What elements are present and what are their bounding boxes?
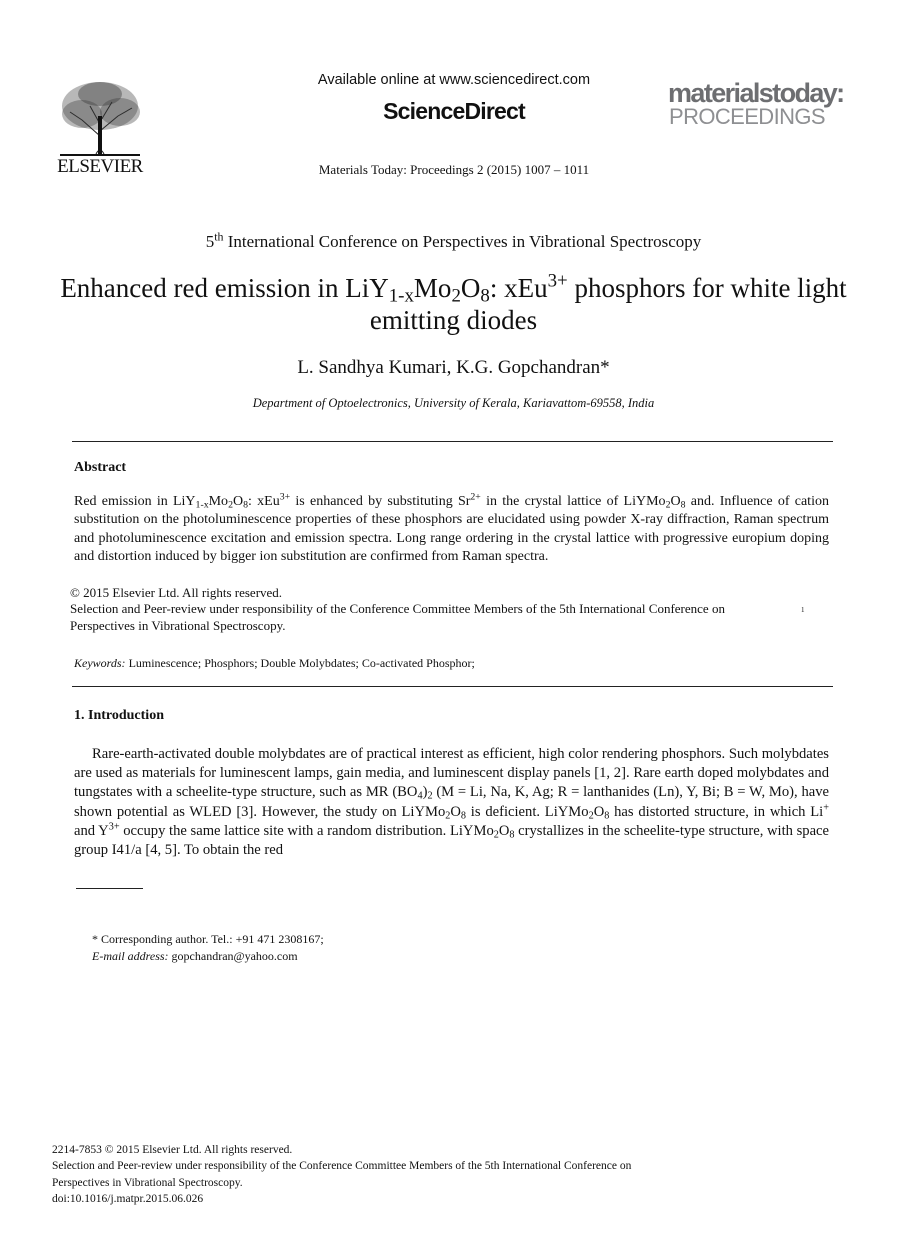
footnote-divider (76, 888, 143, 889)
author-list: L. Sandhya Kumari, K.G. Gopchandran* (297, 357, 610, 378)
keywords (74, 656, 475, 671)
affiliation: Department of Optoelectronics, University of Kerala, Kariavattom-69558, India (252, 396, 655, 410)
introduction-paragraph: Rare-earth-activated double molybdates are of practical interest as efficient, high color rendering phosphors. Such molybdates are used as materials for luminescent lamps, gain media, and luminescent display panels [1, 2]. Rare earth doped molybdates and tungstates with a scheelite-type structure, such as MR $(BO_4)_2$ (M = Li, Na, K, Ag; R = lanthanides (Ln), Y, Bi; B = W, Mo), have shown potential as WLED [3]. However, the study on $LiYMo_2O_8$ is deficient. $LiYMo_2O_8$ has distorted structure, in which Li+ and $Y^{3+}$ occupy the same lattice site with a random distribution. $LiYMo_2O_8$ crystallizes in the scheelite-type structure, with space group I41/a [4, 5]. To obtain the red (74, 746, 830, 859)
journal-logo-bottom: PROCEEDINGS (669, 104, 825, 129)
copyright-notice (70, 585, 786, 634)
available-online-link[interactable]: Available online at www.sciencedirect.com (317, 72, 591, 88)
page-footer (52, 1142, 631, 1207)
paper-title: Enhanced red emission in $LiY_{1-x}Mo_2O_8$: xEu$^{3+}$ phosphors for white light emitting diodes (60, 270, 847, 335)
footnote-marker: 1 (801, 606, 805, 614)
peer-review-statement: Selection and Peer-review under responsibility of the Conference Committee Members of the 5th International Conference on Perspectives in Vibrational Spectroscopy. (70, 601, 725, 633)
sciencedirect-brand[interactable]: ScienceDirect (383, 98, 525, 124)
email-address[interactable]: gopchandran@yahoo.com (168, 948, 298, 963)
section-divider (72, 686, 833, 687)
email-line (92, 948, 324, 965)
corresponding-author-footnote (92, 931, 324, 964)
issn-copyright: 2214-7853 © 2015 Elsevier Ltd. All rights reserved. (52, 1144, 293, 1156)
keywords-list: Luminescence; Phosphors; Double Molybdates; Co-activated Phosphor; (125, 656, 475, 670)
copyright-line: © 2015 Elsevier Ltd. All rights reserved. (70, 585, 283, 600)
conference-name: 5th International Conference on Perspectives in Vibrational Spectroscopy (205, 229, 702, 251)
corresponding-author-line: * Corresponding author. Tel.: +91 471 2308167; (92, 932, 324, 946)
doi-link[interactable]: doi:10.1016/j.matpr.2015.06.026 (52, 1192, 204, 1205)
journal-logo-top: materialstoday: (668, 78, 844, 108)
footer-peer-review-cont: Perspectives in Vibrational Spectroscopy. (52, 1176, 243, 1189)
footer-peer-review: Selection and Peer-review under responsibility of the Conference Committee Members of the 5th International Conference on (52, 1160, 632, 1173)
keywords-label: Keywords: (74, 656, 126, 670)
journal-reference: Materials Today: Proceedings 2 (2015) 1007 – 1011 (318, 162, 590, 177)
introduction-text (74, 745, 829, 860)
email-label: E-mail address: (92, 948, 169, 963)
section-divider (72, 441, 833, 442)
abstract-text: Red emission in $LiY_{1-x}Mo_2O_8$: xEu$^{3+}$ is enhanced by substituting $Sr^{2+}$ in the crystal lattice of $LiYMo_2O_8$ and. Influence of cation substitution on the photoluminescence properties of these phosphors are elucidated using powder X-ray diffraction, Raman spectrum and photoluminescence excitation and emission spectra. Long range ordering in the crystal lattice with progressive europium doping and distortion induced by bigger ion substitution are confirmed from Raman spectra. (74, 491, 829, 564)
abstract-heading: Abstract (74, 460, 127, 475)
introduction-heading: 1. Introduction (74, 708, 164, 723)
publisher-wordmark: ELSEVIER (57, 156, 143, 177)
